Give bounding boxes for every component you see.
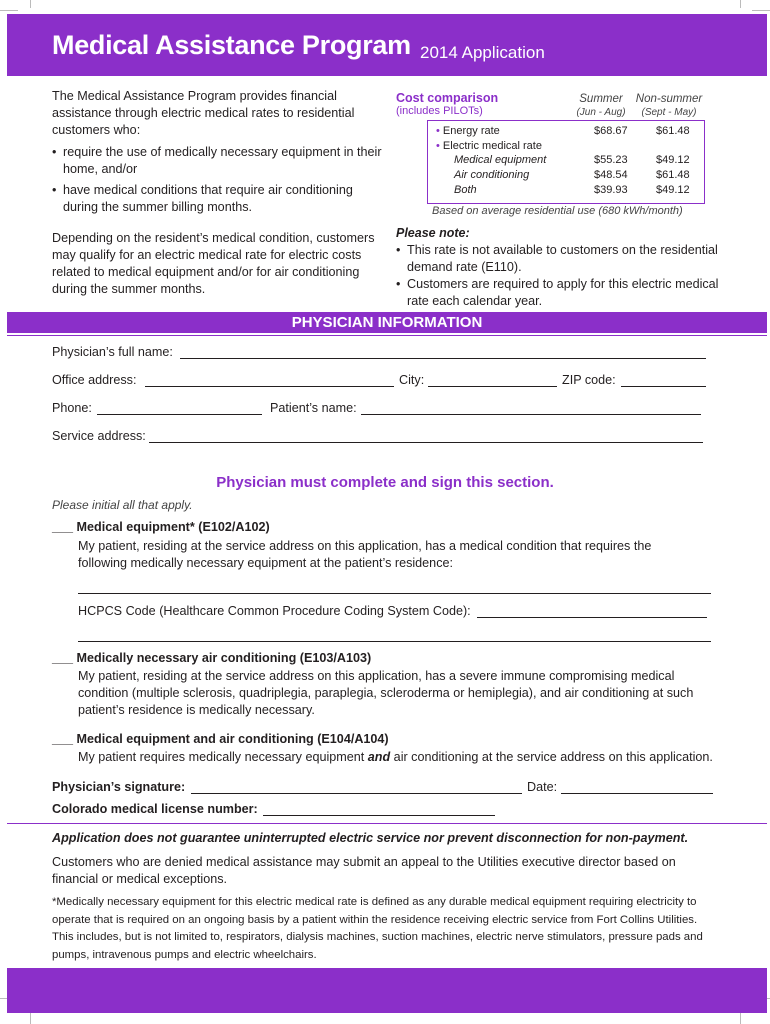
rate-label: Energy rate <box>442 125 500 137</box>
date-field[interactable] <box>561 793 713 794</box>
patient-name-field[interactable] <box>361 414 701 415</box>
appeal-text: Customers who are denied medical assistance may submit an appeal to the Utilities executive director based on financial or medical exceptions. <box>52 855 676 886</box>
col-header-nonsummer: Non-summer <box>635 93 703 105</box>
zip-label: ZIP code: <box>562 373 616 387</box>
rate-summer: $39.93 <box>594 184 628 196</box>
footer-banner <box>7 968 767 1013</box>
note-item: • Customers are required to apply for this electric medical rate each calendar year. <box>396 276 726 310</box>
initial-instruction: Please initial all that apply. <box>52 498 193 512</box>
rate-nonsummer: $49.12 <box>656 184 690 196</box>
intro-text <box>52 88 382 298</box>
intro-paragraph: The Medical Assistance Program provides financial assistance through electric medical rates to residential customers who: <box>52 89 355 137</box>
rate-basis-note: Based on average residential use (680 kWh/month) <box>432 205 683 217</box>
rate-summer: $68.67 <box>594 125 628 137</box>
intro-bullet: • require the use of medically necessary equipment in their home, and/or <box>52 144 382 178</box>
intro-list <box>52 144 382 216</box>
signature-field[interactable] <box>191 793 522 794</box>
patient-name-label: Patient’s name: <box>270 401 357 415</box>
crop-mark <box>30 1012 31 1024</box>
rate-table <box>427 120 705 204</box>
hcpcs-extra-field[interactable] <box>78 641 711 642</box>
physician-name-label: Physician’s full name: <box>52 345 173 359</box>
item3-body-post: air conditioning at the service address on this application. <box>390 750 713 764</box>
rate-nonsummer: $61.48 <box>656 125 690 137</box>
intro-paragraph-2: Depending on the resident’s medical condition, customers may qualify for an electric medical rate for electric costs related to medical equipment and/or for air conditioning during the summer months. <box>52 231 375 296</box>
bullet-icon: • <box>436 140 440 152</box>
city-label: City: <box>399 373 425 387</box>
page-subtitle: 2014 Application <box>420 43 545 62</box>
cost-comparison-subtitle: (includes PILOTs) <box>396 105 483 117</box>
certify-heading: Physician must complete and sign this section. <box>216 474 554 491</box>
rate-label: Air conditioning <box>454 169 530 181</box>
col-header-summer: Summer <box>579 93 623 105</box>
physician-name-field[interactable] <box>180 358 706 359</box>
item3-heading <box>52 732 389 746</box>
crop-mark <box>0 10 18 11</box>
crop-mark <box>740 1012 741 1024</box>
item3-body-and: and <box>367 750 391 764</box>
item3-initial-blank[interactable]: ___ <box>52 732 74 746</box>
cost-comparison-title: Cost comparison <box>396 91 499 105</box>
equipment-field[interactable] <box>78 593 711 594</box>
hcpcs-label: HCPCS Code (Healthcare Common Procedure Coding System Code): <box>78 604 471 618</box>
intro-bullet: • have medical conditions that require air conditioning during the summer billing months. <box>52 182 382 216</box>
office-address-label: Office address: <box>52 373 137 387</box>
note-list <box>396 242 726 310</box>
rate-nonsummer: $49.12 <box>656 154 690 166</box>
note-item: • This rate is not available to customers on the residential demand rate (E110). <box>396 242 726 276</box>
col-sub-summer: (Jun - Aug) <box>576 107 626 118</box>
city-field[interactable] <box>428 386 557 387</box>
divider <box>7 823 767 824</box>
rate-summer: $48.54 <box>594 169 628 181</box>
rate-summer: $55.23 <box>594 154 628 166</box>
definition-text: *Medically necessary equipment for this electric medical rate is defined as any durable medical equipment requiring electricity to operate that is required on an ongoing basis by a patient within the residence receiving electric service from Fort Collins Utilities. This includes, but is not limited to, respirators, dialysis machines, suction machines, electric nerve stimulators, pressure pads and pumps, intravenous pumps and electric wheelchairs. <box>52 896 703 961</box>
item2-initial-blank[interactable]: ___ <box>52 651 74 665</box>
crop-mark <box>740 0 741 8</box>
bullet-icon: • <box>436 125 440 137</box>
service-address-label: Service address: <box>52 429 146 443</box>
page-title: Medical Assistance Program <box>52 30 411 60</box>
rate-label: Electric medical rate <box>442 140 542 152</box>
office-address-field[interactable] <box>145 386 394 387</box>
license-label: Colorado medical license number: <box>52 802 258 816</box>
divider <box>7 335 767 336</box>
item3-title: Medical equipment and air conditioning (E104/A104) <box>76 732 389 746</box>
item1-body: My patient, residing at the service address on this application, has a medical condition that requires the following medically necessary equipment at the patient’s residence: <box>78 539 652 570</box>
zip-field[interactable] <box>621 386 706 387</box>
hcpcs-field[interactable] <box>477 617 707 618</box>
item2-title: Medically necessary air conditioning (E103/A103) <box>76 651 372 665</box>
service-address-field[interactable] <box>149 442 703 443</box>
item2-body: My patient, residing at the service address on this application, has a severe immune compromising medical condition (multiple sclerosis, quadriplegia, paraplegia, scleroderma or hemiplegia), and air conditioning at such patient’s residence is medically necessary. <box>78 669 694 717</box>
col-sub-nonsummer: (Sept - May) <box>641 107 697 118</box>
crop-mark <box>752 10 770 11</box>
note-heading: Please note: <box>396 226 470 240</box>
phone-label: Phone: <box>52 401 92 415</box>
item1-title: Medical equipment* (E102/A102) <box>76 520 270 534</box>
rate-label: Both <box>454 184 477 196</box>
rate-label: Medical equipment <box>454 154 547 166</box>
item1-initial-blank[interactable]: ___ <box>52 520 74 534</box>
license-field[interactable] <box>263 815 495 816</box>
disclaimer: Application does not guarantee uninterrupted electric service nor prevent disconnection for non-payment. <box>52 831 689 845</box>
date-label: Date: <box>527 780 558 794</box>
item3-body-pre: My patient requires medically necessary equipment <box>78 750 368 764</box>
item2-heading <box>52 651 371 665</box>
physician-info-heading: PHYSICIAN INFORMATION <box>7 312 767 333</box>
signature-label: Physician’s signature: <box>52 780 186 794</box>
item3-body <box>78 749 713 766</box>
item1-heading <box>52 520 270 534</box>
phone-field[interactable] <box>97 414 262 415</box>
crop-mark <box>30 0 31 8</box>
rate-nonsummer: $61.48 <box>656 169 690 181</box>
